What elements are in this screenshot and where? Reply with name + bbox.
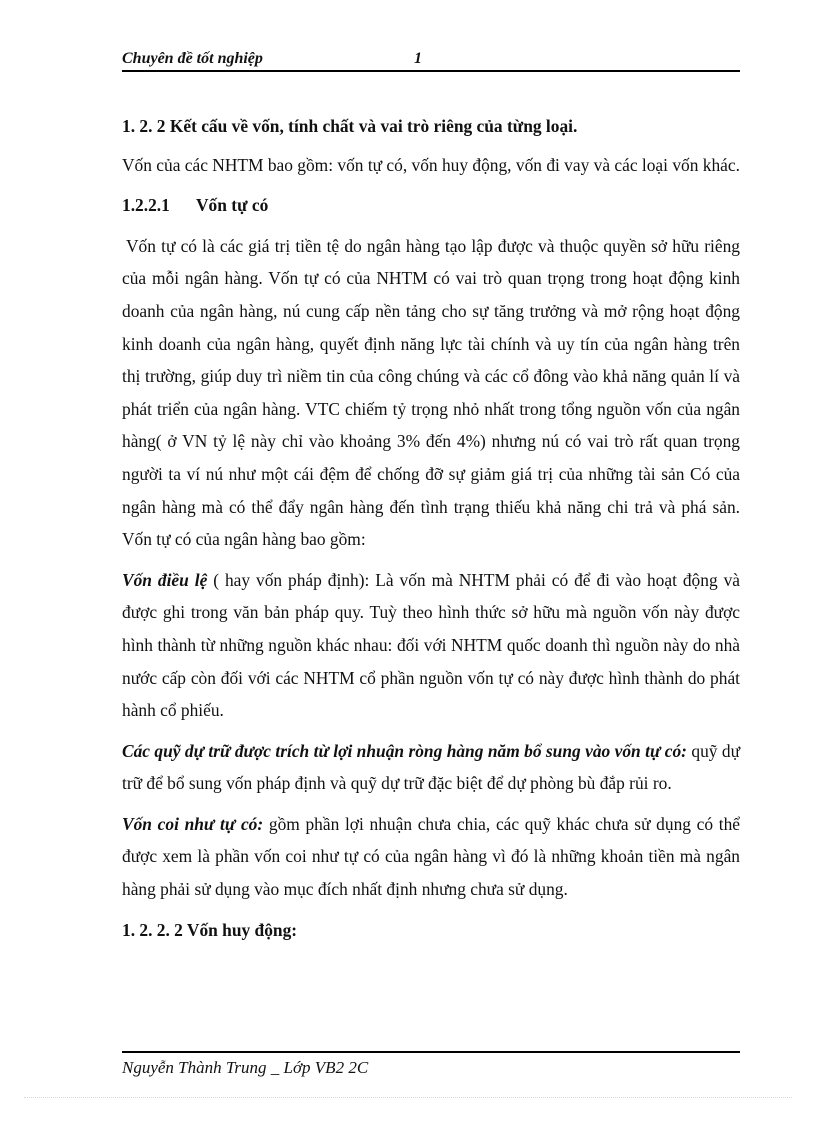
- subsection-heading: [122, 189, 740, 222]
- page-body: [122, 108, 740, 946]
- reserve-fund-text: quỹ dự trữ để bổ sung vốn pháp định và quỹ dự trữ đặc biệt để dự phòng bù đắp rủi ro.: [122, 740, 740, 794]
- section-heading: 1. 2. 2 Kết cấu về vốn, tính chất và vai trò riêng của từng loại.: [122, 116, 578, 136]
- charter-capital-text: ( hay vốn pháp định): Là vốn mà NHTM phải có để đi vào hoạt động và được ghi trong văn bản pháp quy. Tuỳ theo hình thức sở hữu mà nguồn vốn này được hình thành từ những nguồn khác nhau: đối với NHTM quốc doanh thì nguồn này do nhà nước cấp còn đối với các NHTM cổ phần nguồn vốn tự có này được hình thành do phát hành cổ phiếu.: [122, 569, 740, 721]
- quasi-capital-text: gồm phần lợi nhuận chưa chia, các quỹ khác chưa sử dụng có thể được xem là phần vốn coi như tự có của ngân hàng vì đó là những khoản tiền mà ngân hàng phải sử dụng vào mục đích nhất định nhưng chưa sử dụng.: [122, 813, 740, 900]
- page-footer: [122, 1051, 740, 1078]
- subsection-number: 1.2.2.1: [122, 195, 170, 216]
- reserve-fund-paragraph: [122, 735, 740, 800]
- charter-capital-term: Vốn điều lệ: [122, 569, 208, 590]
- page-bottom-divider: [24, 1097, 792, 1098]
- next-section-heading: 1. 2. 2. 2 Vốn huy động:: [122, 919, 298, 940]
- main-paragraph: Vốn tự có là các giá trị tiền tệ do ngân hàng tạo lập được và thuộc quyền sở hữu riêng của mỗi ngân hàng. Vốn tự có của NHTM có vai trò quan trọng trong hoạt động kinh doanh của ngân hàng, nú cung cấp nền tảng cho sự tăng trưởng và mở rộng hoạt động kinh doanh của ngân hàng, quyết định năng lực tài chính và uy tín của ngân hàng trên thị trường, giúp duy trì niềm tin của công chúng và các cổ đông vào khả năng quản lí và phát triển của ngân hàng. VTC chiếm tỷ trọng nhỏ nhất trong tổng nguồn vốn của ngân hàng( ở VN tỷ lệ này chỉ vào khoảng 3% đến 4%) nhưng nú có vai trò rất quan trọng người ta ví nú như một cái đệm để chống đỡ sự giảm giá trị của những tài sản Có của ngân hàng mà có thể đẩy ngân hàng đến tình trạng thiếu khả năng chi trả và phá sản. Vốn tự có của ngân hàng bao gồm:: [122, 235, 740, 550]
- charter-capital-paragraph: [122, 564, 740, 727]
- footer-author: Nguyễn Thành Trung _ Lớp VB2 2C: [122, 1058, 369, 1077]
- reserve-fund-term: Các quỹ dự trữ được trích từ lợi nhuận ròng hàng năm bổ sung vào vốn tự có:: [122, 740, 687, 761]
- header-title: Chuyên đề tốt nghiệp: [122, 50, 263, 67]
- quasi-capital-term: Vốn coi như tự có:: [122, 813, 264, 834]
- subsection-title: Vốn tự có: [196, 195, 269, 216]
- intro-paragraph: Vốn của các NHTM bao gồm: vốn tự có, vốn huy động, vốn đi vay và các loại vốn khác.: [122, 154, 740, 175]
- page-header: [122, 48, 740, 72]
- quasi-capital-paragraph: [122, 808, 740, 906]
- page-number: 1: [414, 50, 422, 67]
